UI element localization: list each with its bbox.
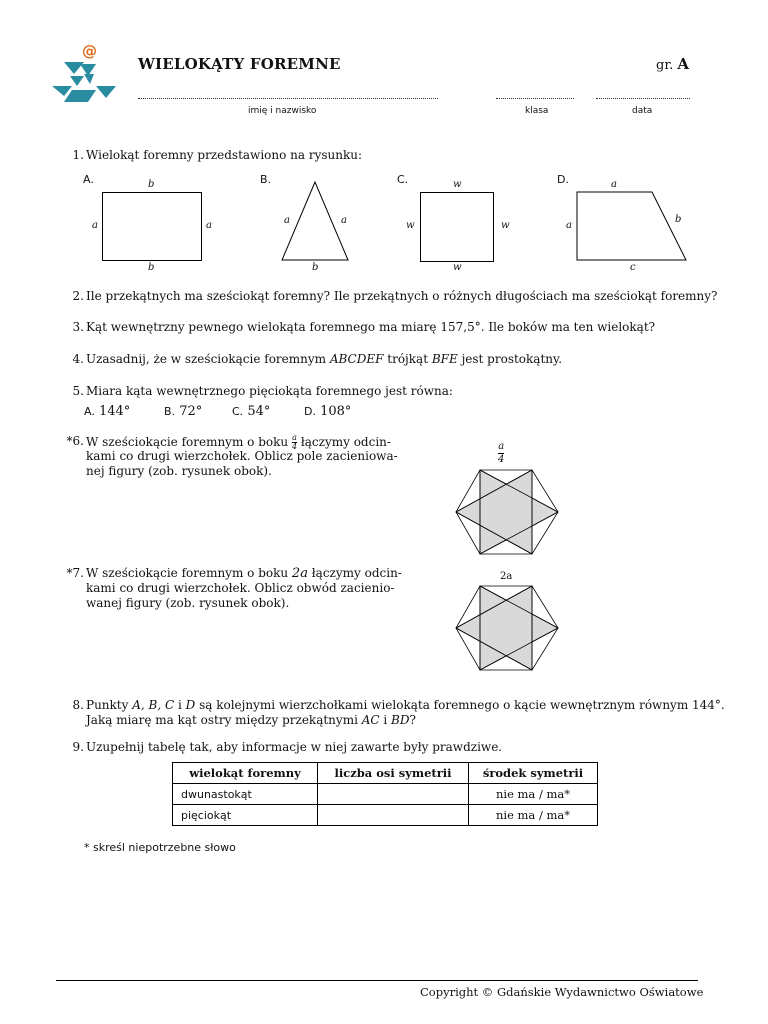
question-text: Ile przekątnych ma sześciokąt foremny? Ile przekątnych o różnych długościach ma sześciokąt foremny? — [86, 289, 718, 303]
question-text — [86, 320, 655, 335]
question-number: 2. — [72, 289, 84, 303]
label-bottom: c — [630, 262, 636, 273]
question-text-line: kami co drugi wierzchołek. Oblicz obwód zacienio- — [86, 581, 395, 595]
text-part: są kolejnymi wierzchołkami wielokąta foremnego o kącie wewnętrznym równym 144°. — [195, 698, 725, 712]
label-left: a — [92, 220, 98, 231]
label-left: a — [284, 215, 290, 226]
math-triangle: BFE — [431, 352, 458, 366]
math-diagonal: AC — [361, 713, 380, 727]
text-part: Uzasadnij, że w sześciokącie foremnym — [86, 352, 330, 366]
label-bottom: b — [148, 262, 155, 273]
answer-value: 144° — [98, 404, 131, 419]
table-cell: dwunastokąt — [173, 784, 318, 805]
answer-value: 54° — [247, 404, 271, 419]
q6-hexagon-figure — [452, 468, 562, 556]
answer-letter: D. — [304, 405, 316, 418]
answer-cell[interactable] — [318, 784, 469, 805]
q1-option-d-letter: D. — [557, 173, 569, 186]
answer-value: 108° — [320, 404, 352, 419]
q1-figure-trapezoid — [576, 190, 688, 262]
text-part: łączymy odcin- — [307, 566, 402, 580]
question-text-line — [86, 698, 725, 713]
text-part: W sześciokącie foremnym o boku — [86, 566, 292, 580]
text-part: i — [379, 713, 392, 727]
text-part: Punkty — [86, 698, 133, 712]
question-number: *7. — [66, 566, 84, 580]
q9-table — [172, 762, 598, 826]
date-caption: data — [632, 106, 653, 116]
math-diagonal: BD — [391, 713, 410, 727]
table-cell: pięciokąt — [173, 805, 318, 826]
label-left: w — [406, 220, 415, 231]
group-letter: A — [677, 55, 690, 73]
q7-hexagon-figure — [452, 584, 562, 672]
answer-cell[interactable]: nie ma / ma* — [469, 784, 598, 805]
math-hexagon: ABCDEF — [329, 352, 384, 366]
logo — [50, 44, 120, 106]
class-field-line[interactable] — [496, 98, 574, 99]
group-label — [656, 55, 689, 73]
label-bottom: w — [453, 262, 462, 273]
text-part: łączymy odcin- — [300, 435, 391, 449]
question-text: Miara kąta wewnętrznego pięciokąta foremnego jest równa: — [86, 384, 453, 398]
label-left: a — [566, 220, 572, 231]
label-bottom: b — [312, 262, 319, 273]
text-part: Jaką miarę ma kąt ostry między przekątnymi — [86, 713, 362, 727]
question-number: 3. — [72, 320, 84, 334]
table-row — [173, 805, 598, 826]
answer-letter: B. — [164, 405, 176, 418]
label-right: a — [206, 220, 212, 231]
name-field-line[interactable] — [138, 98, 438, 99]
question-text: Wielokąt foremny przedstawiono na rysunku: — [86, 148, 363, 162]
math-point: D — [185, 698, 196, 712]
question-number: 1. — [72, 148, 84, 162]
question-number: *6. — [66, 434, 84, 448]
label-top: b — [148, 179, 155, 190]
text-part: ? — [409, 713, 416, 727]
page-title: WIELOKĄTY FOREMNE — [138, 55, 341, 73]
answer-b[interactable] — [164, 404, 202, 419]
name-caption: imię i nazwisko — [248, 106, 317, 116]
table-row — [173, 784, 598, 805]
angle-value: 157,5° — [440, 320, 481, 334]
answer-value: 72° — [179, 404, 203, 419]
table-header-row — [173, 763, 598, 784]
q6-figure-label — [498, 441, 504, 466]
q1-figure-triangle — [280, 180, 350, 262]
question-text-line — [86, 566, 402, 581]
text-part: . Ile boków ma ten wielokąt? — [480, 320, 656, 334]
answer-c[interactable] — [232, 404, 270, 419]
answer-letter: C. — [232, 405, 244, 418]
q1-option-b-letter: B. — [260, 173, 272, 186]
answer-cell[interactable] — [318, 805, 469, 826]
fraction-denominator: 4 — [291, 442, 298, 451]
group-prefix: gr. — [656, 58, 674, 73]
footer-rule — [56, 980, 698, 981]
text-part: W sześciokącie foremnym o boku — [86, 435, 289, 449]
q1-figure-square — [420, 192, 494, 262]
question-number: 5. — [72, 384, 84, 398]
fraction-numerator: a — [292, 433, 297, 442]
fraction-denominator: 4 — [498, 454, 505, 465]
question-number: 4. — [72, 352, 84, 366]
question-text-line: nej figury (zob. rysunek obok). — [86, 464, 272, 478]
answer-letter: A. — [84, 405, 95, 418]
footnote: * skreśl niepotrzebne słowo — [84, 841, 236, 854]
fraction-numerator: a — [498, 441, 505, 452]
question-text-line — [86, 713, 416, 728]
label-right: a — [341, 215, 347, 226]
text-part: jest prostokątny. — [457, 352, 563, 366]
copyright: Copyright © Gdańskie Wydawnictwo Oświatowe — [420, 985, 704, 999]
question-text: Uzupełnij tabelę tak, aby informacje w niej zawarte były prawdziwe. — [86, 740, 503, 754]
question-number: 8. — [72, 698, 84, 712]
q1-option-a-letter: A. — [83, 173, 94, 186]
answer-d[interactable] — [304, 404, 351, 419]
q1-figure-rectangle — [102, 192, 202, 261]
q7-figure-label: 2a — [500, 571, 513, 582]
text-part: Kąt wewnętrzny pewnego wielokąta foremnego ma miarę — [86, 320, 441, 334]
logo-at-sign: @ — [82, 42, 97, 60]
answer-cell[interactable]: nie ma / ma* — [469, 805, 598, 826]
q1-option-c-letter: C. — [397, 173, 409, 186]
text-part: i — [174, 698, 186, 712]
question-number: 9. — [72, 740, 84, 754]
table-header: środek symetrii — [469, 763, 598, 784]
math-side: 2a — [291, 566, 308, 581]
date-field-line[interactable] — [596, 98, 690, 99]
label-right: b — [675, 214, 682, 225]
table-header: wielokąt foremny — [173, 763, 318, 784]
label-right: w — [501, 220, 510, 231]
label-top: a — [611, 179, 617, 190]
math-points: A, B, C — [132, 698, 175, 712]
answer-a[interactable] — [84, 404, 130, 419]
question-text-line: wanej figury (zob. rysunek obok). — [86, 596, 290, 610]
question-text-line: kami co drugi wierzchołek. Oblicz pole zacieniowa- — [86, 449, 398, 463]
class-caption: klasa — [525, 106, 549, 116]
table-header: liczba osi symetrii — [318, 763, 469, 784]
label-top: w — [453, 179, 462, 190]
question-text — [86, 352, 562, 367]
text-part: trójkąt — [383, 352, 432, 366]
